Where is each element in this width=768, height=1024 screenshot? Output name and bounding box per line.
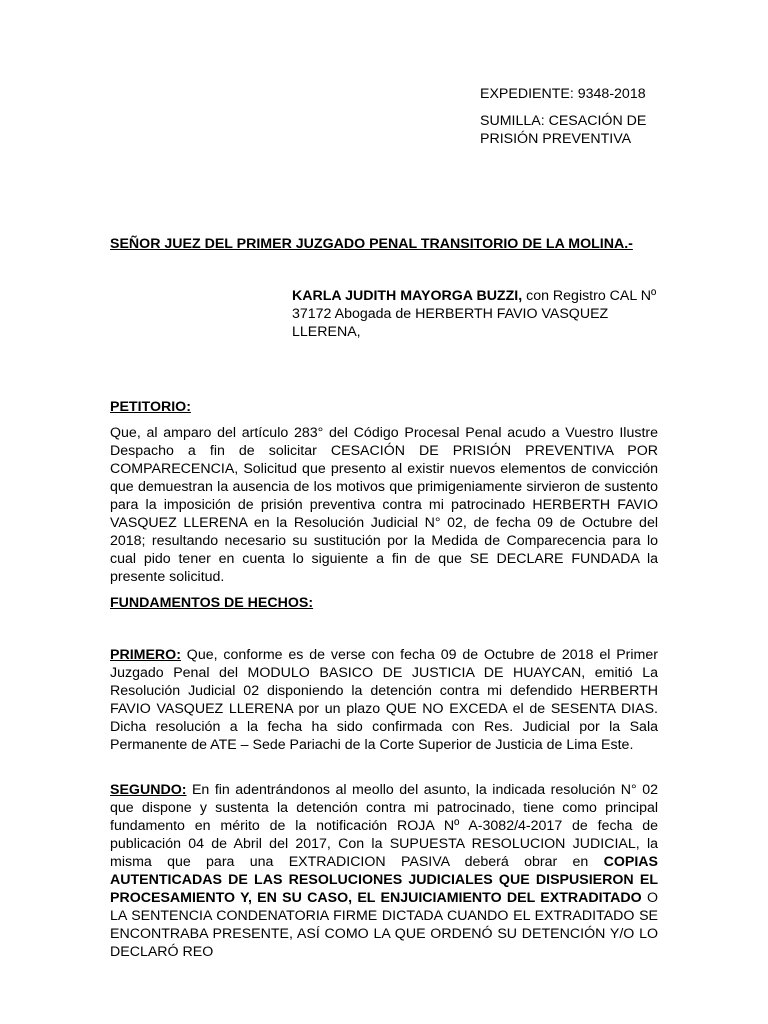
petitorio-paragraph: Que, al amparo del artículo 283° del Código Procesal Penal acudo a Vuestro Ilustre Despacho a fin de solicitar CESACIÓN DE PRISIÓN PREVENTIVA POR COMPARECENCIA, Solicitud que presento al existir nuevos elementos de convicción que demuestran la ausencia de los motivos que primigeniamente sirvieron de sustento para la imposición de prisión preventiva contra mi patrocinado HERBERTH FAVIO VASQUEZ LLERENA en la Resolución Judicial N° 02, de fecha 09 de Octubre del 2018; resultando necesario su sustitución por la Medida de Comparecencia para lo cual pido tener en cuenta lo siguiente a fin de que SE DECLARE FUNDADA la presente solicitud. [110, 425, 658, 585]
primero-label: PRIMERO: [110, 647, 181, 663]
attorney-name: KARLA JUDITH MAYORGA BUZZI, [292, 288, 523, 304]
primero-text: Que, conforme es de verse con fecha 09 de Octubre de 2018 el Primer Juzgado Penal del MODULO BASICO DE JUSTICIA DE HUAYCAN, emitió La Resolución Judicial 02 disponiendo la detención contra mi defendido HERBERTH FAVIO VASQUEZ LLERENA por un plazo QUE NO EXCEDA el de SESENTA DIAS. Dicha resolución a la fecha ha sido confirmada con Res. Judicial por la Sala Permanente de ATE – Sede Pariachi de la Corte Superior de Justicia de Lima Este. [110, 647, 658, 753]
fundamentos-heading: FUNDAMENTOS DE HECHOS: [110, 595, 314, 611]
party-introduction [292, 287, 657, 341]
case-header [480, 85, 680, 148]
segundo-text-part-2: O LA SENTENCIA CONDENATORIA FIRME DICTADA CUANDO EL EXTRADITADO SE ENCONTRABA PRESENTE, ASÍ COMO LA QUE ORDENÓ SU DETENCIÓN Y/O LO DECLARÓ REO [110, 890, 658, 960]
expediente-number: EXPEDIENTE: 9348-2018 [480, 86, 646, 102]
segundo-text-part-1: En fin adentrándonos al meollo del asunto, la indicada resolución N° 02 que dispone y sustenta la detención contra mi patrocinado, tiene como principal fundamento en mérito de la notificación ROJA Nº A-3082/4-2017 de fecha de publicación 04 de Abril del 2017, Con la SUPUESTA RESOLUCION JUDICIAL, la misma que para una EXTRADICION PASIVA deberá obrar en [110, 782, 658, 870]
segundo-label: SEGUNDO: [110, 782, 187, 798]
segundo-bold-text: COPIAS AUTENTICADAS DE LAS RESOLUCIONES JUDICIALES QUE DISPUSIERON EL PROCESAMIENTO Y, EN SU CASO, EL ENJUICIAMIENTO DEL EXTRADITADO [110, 854, 658, 906]
segundo-paragraph [110, 781, 658, 961]
sumilla-line-2: PRISIÓN PREVENTIVA [480, 131, 632, 147]
petitorio-heading: PETITORIO: [110, 399, 191, 415]
primero-paragraph [110, 646, 658, 754]
sumilla-line-1: SUMILLA: CESACIÓN DE [480, 113, 647, 129]
attorney-details: con Registro CAL Nº 37172 Abogada de HERBERTH FAVIO VASQUEZ LLERENA, [292, 288, 657, 340]
addressee-heading: SEÑOR JUEZ DEL PRIMER JUZGADO PENAL TRANSITORIO DE LA MOLINA.- [110, 236, 633, 252]
